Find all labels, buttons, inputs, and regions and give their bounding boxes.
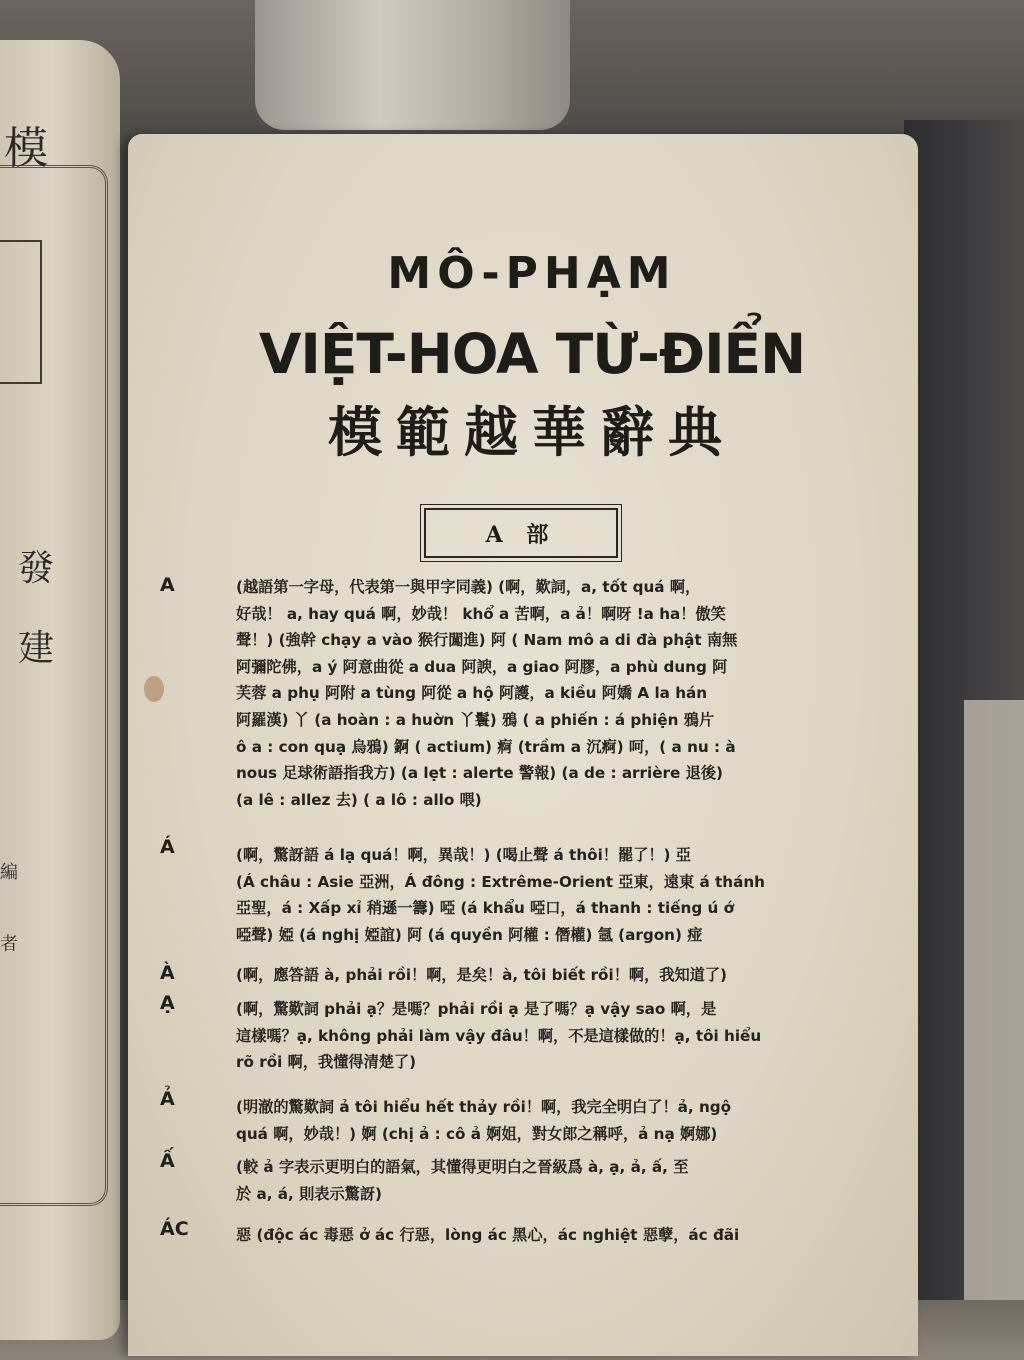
entry-line: rõ rồi 啊，我懂得清楚了) [236,1053,417,1072]
entry-line: 這樣嗎？ạ, không phải làm vậy đâu！啊，不是這樣做的！ạ, tôi hiểu [236,1026,762,1045]
left-char-mid2: 建 [18,628,55,669]
entry-line: (啊，驚訝語 á lạ quá！啊，異哉！) (喝止聲 á thôi！罷了！) 亞 [236,846,691,864]
entry-line: (啊，應答語 à, phải rồi！啊，是矣！à, tôi biết rồi！啊，我知道了) [236,966,727,984]
background-newspaper [964,700,1024,1360]
entry-line: (明澈的驚歎詞 ả tôi hiểu hết thảy rồi！啊，我完全明白了！ả, ngộ [236,1098,732,1116]
entry-line: (較 ả 字表示更明白的語氣，其懂得更明白之晉級爲 à, ạ, ả, ấ, 至 [236,1158,689,1176]
entry-line: 亞聖，á : Xấp xỉ 稍遜一籌) 啞 (á khẩu 啞口，á thanh : tiếng ú ớ [236,899,735,918]
left-char-small2: 者 [0,934,18,955]
entry-line: (Á châu : Asie 亞洲，Á đông : Extrême-Orient 亞東，遠東 á thánh [236,872,765,891]
entry-head-a-acute: Á [160,836,175,858]
entry-line: 於 a, á, 則表示驚訝) [236,1184,382,1203]
entry-line: 啞聲) 婭 (á nghị 婭誼) 阿 (á quyền 阿權 : 僭權) 氬 (argon) 痖 [236,925,703,944]
entry-head-a-grave: À [160,962,175,984]
left-char-mid1: 發 [18,548,55,589]
entry-body-a-acute [236,842,886,948]
entry-line: (a lê : allez 去) ( a lô : allo 喂) [236,790,482,809]
entry-line: quá 啊，妙哉！) 婀 (chị ả : cô ả 婀姐，對女郎之稱呼，ả nạ 婀娜) [236,1124,718,1143]
entry-head-a-hook: Ả [160,1088,175,1110]
entry-head-a: A [160,574,175,596]
entry-line: 聲！) (強幹 chạy a vào 猴行闖進) 阿 ( Nam mô a di đà phật 南無 [236,631,738,650]
entry-line: nous 足球術語指我方) (a lẹt : alerte 警報) (a de : arrière 退後) [236,764,723,783]
entry-body-a-dot [236,996,886,1076]
entry-body-a-circumflex [236,1154,886,1207]
entry-line: (啊，驚歎詞 phải ạ？是嗎？phải rồi ạ 是了嗎？ạ vậy sao 啊，是 [236,1000,717,1018]
entry-line: 芙蓉 a phụ 阿附 a tùng 阿從 a hộ 阿護，a kiều 阿嬌 A la hán [236,684,708,703]
title-chinese: 模範越華辭典 [328,400,736,464]
entry-body-a [236,574,886,813]
entry-line: 惡 (độc ác 毒惡 ở ác 行惡，lòng ác 黑心，ác nghiệt 惡孽，ác đãi [236,1226,740,1244]
entry-head-a-circumflex: Ấ [160,1150,175,1172]
entry-head-a-dot: Ạ [160,992,175,1014]
entry-body-a-grave [236,962,886,989]
entry-line: ô a : con quạ 烏鴉) 錒 ( actium) 痾 (trầm a 沉痾) 呵，( a nu : à [236,737,736,756]
entry-line: 好哉！ a, hay quá 啊，妙哉！ khổ a 苦啊，a ả！啊呀 !a ha！傲笑 [236,604,726,623]
left-char-top: 模 [4,123,48,174]
background-cup [255,0,570,130]
left-char-small1: 編 [0,862,18,883]
entry-head-ac: ÁC [160,1218,189,1240]
page-stain [144,676,164,702]
entry-body-ac [236,1222,886,1249]
section-label: A 部 [424,508,618,558]
title-line-2: VIỆT-HOA TỪ-ĐIỂN [258,322,806,386]
entry-line: (越語第一字母，代表第一與甲字同義) (啊，歎詞，a, tốt quá 啊， [236,578,701,596]
entry-line: 阿羅漢) 丫 (a hoàn : a huờn 丫鬟) 鴉 ( a phiến : á phiện 鴉片 [236,710,715,729]
title-line-1: MÔ-PHẠM [387,248,677,299]
entry-body-a-hook [236,1094,886,1147]
entry-line: 阿彌陀佛，a ý 阿意曲從 a dua 阿諛，a giao 阿膠，a phù dung 阿 [236,657,728,676]
